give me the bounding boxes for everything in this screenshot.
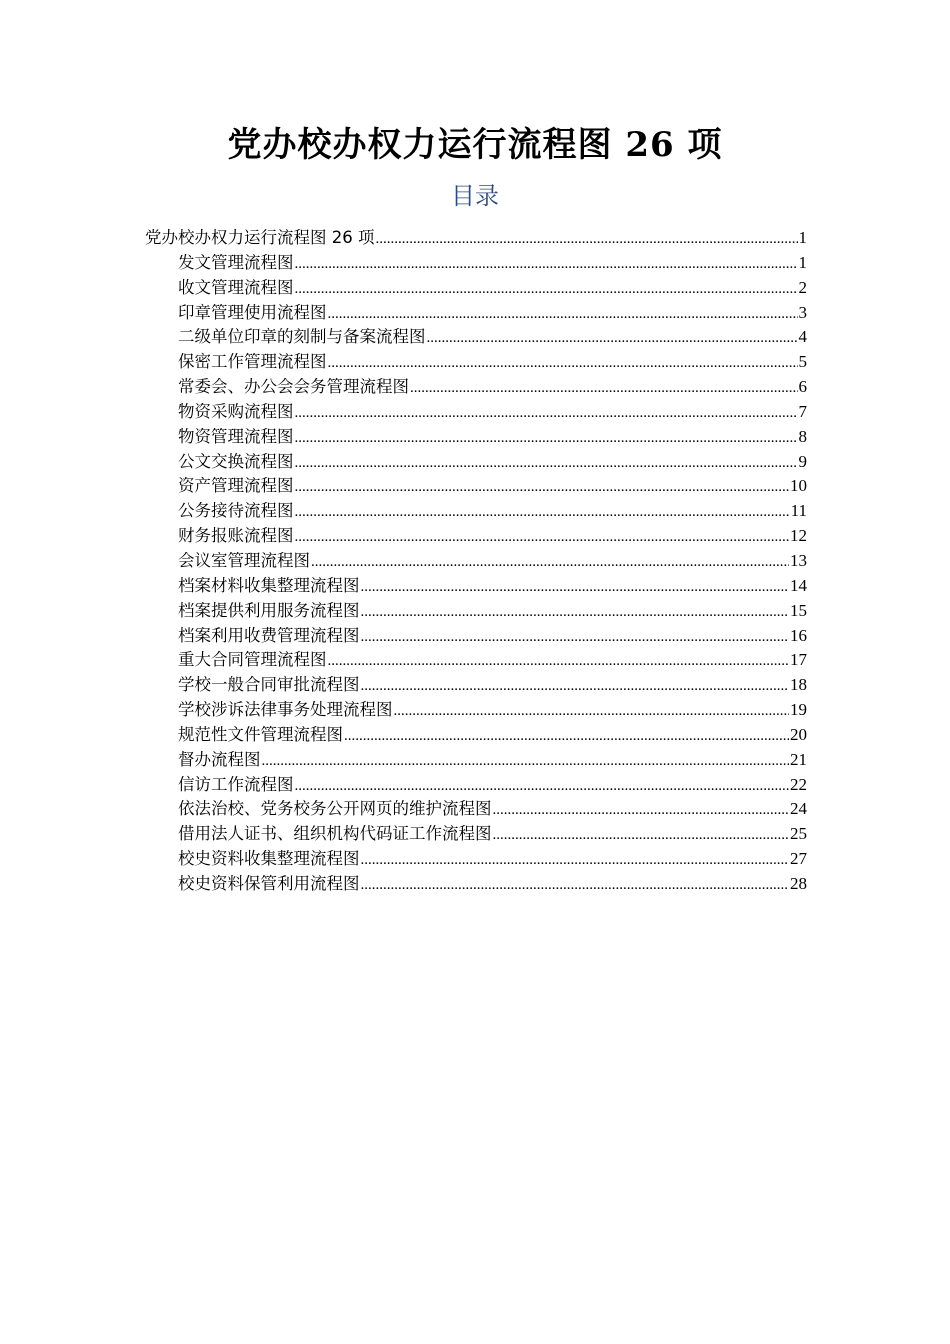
toc-page-number: 1 [798, 228, 807, 247]
toc-entry[interactable] [145, 748, 807, 773]
toc-entry-label: 依法治校、党务校务公开网页的维护流程图 [178, 799, 492, 819]
toc-entry[interactable] [145, 325, 807, 350]
toc-page-number: 4 [798, 327, 807, 347]
toc-page-number: 18 [790, 675, 807, 695]
toc-entry-label: 物资管理流程图 [178, 426, 294, 446]
toc-entry-label: 学校涉诉法律事务处理流程图 [178, 700, 393, 720]
toc-entry-label: 借用法人证书、组织机构代码证工作流程图 [178, 824, 492, 844]
document-title: 党办校办权力运行流程图 26 项 [227, 125, 723, 165]
toc-entry[interactable] [145, 499, 807, 524]
toc-entry-label: 印章管理使用流程图 [178, 302, 327, 322]
toc-page-number: 12 [790, 526, 807, 546]
toc-page-number: 6 [798, 377, 807, 397]
toc-page-number: 20 [790, 724, 807, 744]
toc-entry-label: 校史资料保管利用流程图 [178, 873, 360, 893]
toc-entry-label: 发文管理流程图 [178, 252, 294, 272]
toc-entry-label: 资产管理流程图 [178, 476, 294, 496]
toc-entry[interactable] [145, 822, 807, 847]
toc-entry[interactable] [145, 375, 807, 400]
toc-entry[interactable] [145, 350, 807, 375]
toc-entry-label: 信访工作流程图 [178, 774, 294, 794]
toc-entry[interactable] [145, 226, 807, 251]
toc-leader-dots [328, 351, 798, 376]
toc-entry-label: 保密工作管理流程图 [178, 352, 327, 372]
toc-leader-dots [361, 674, 790, 699]
toc-page-number: 24 [790, 799, 807, 819]
toc-page-number: 10 [790, 476, 807, 496]
toc-entry[interactable] [145, 450, 807, 475]
toc-entry-label: 二级单位印章的刻制与备案流程图 [178, 327, 426, 347]
toc-entry[interactable] [145, 400, 807, 425]
toc-page-number: 1 [798, 252, 807, 272]
toc-leader-dots [427, 326, 798, 351]
toc-heading: 目录 [451, 182, 499, 210]
toc-page-number: 9 [798, 451, 807, 471]
toc-page-number: 13 [790, 550, 807, 570]
toc-entry[interactable] [145, 549, 807, 574]
toc-entry[interactable] [145, 276, 807, 301]
toc-entry[interactable] [145, 474, 807, 499]
toc-entry-label: 财务报账流程图 [178, 526, 294, 546]
toc-entry-label: 会议室管理流程图 [178, 550, 310, 570]
toc-leader-dots [410, 376, 798, 401]
toc-entry[interactable] [145, 773, 807, 798]
toc-leader-dots [328, 649, 790, 674]
toc-page-number: 8 [798, 426, 807, 446]
toc-leader-dots [295, 451, 798, 476]
toc-entry-label: 重大合同管理流程图 [178, 650, 327, 670]
toc-entry[interactable] [145, 698, 807, 723]
toc-entry-label: 党办校办权力运行流程图 26 项 [145, 228, 375, 247]
toc-entry[interactable] [145, 251, 807, 276]
toc-leader-dots [295, 774, 790, 799]
toc-leader-dots [394, 699, 790, 724]
toc-entry-label: 收文管理流程图 [178, 277, 294, 297]
toc-leader-dots [328, 302, 798, 327]
toc-leader-dots [361, 625, 790, 650]
toc-entry-label: 档案提供利用服务流程图 [178, 600, 360, 620]
toc-page-number: 14 [790, 575, 807, 595]
toc-entry[interactable] [145, 524, 807, 549]
toc-page-number: 17 [790, 650, 807, 670]
toc-leader-dots [295, 277, 798, 302]
toc-entry[interactable] [145, 673, 807, 698]
toc-entry[interactable] [145, 624, 807, 649]
toc-entry-label: 督办流程图 [178, 749, 261, 769]
toc-leader-dots [361, 575, 790, 600]
toc-leader-dots [295, 500, 790, 525]
toc-page-number: 5 [798, 352, 807, 372]
toc-leader-dots [262, 749, 790, 774]
toc-page-number: 7 [798, 401, 807, 421]
toc-entry-label: 公务接待流程图 [178, 501, 294, 521]
toc-leader-dots [361, 873, 790, 898]
toc-entry[interactable] [145, 599, 807, 624]
toc-entry[interactable] [145, 797, 807, 822]
toc-page-number: 27 [790, 849, 807, 869]
toc-leader-dots [344, 724, 789, 749]
toc-entry[interactable] [145, 872, 807, 897]
toc-page-number: 15 [790, 600, 807, 620]
toc-entry-label: 档案利用收费管理流程图 [178, 625, 360, 645]
toc-page-number: 3 [798, 302, 807, 322]
toc-page-number: 21 [790, 749, 807, 769]
toc-leader-dots [311, 550, 789, 575]
toc-leader-dots [295, 475, 790, 500]
toc-page-number: 2 [798, 277, 807, 297]
toc-entry[interactable] [145, 574, 807, 599]
toc-leader-dots [493, 798, 790, 823]
toc-entry[interactable] [145, 301, 807, 326]
toc-entry-label: 物资采购流程图 [178, 401, 294, 421]
toc-leader-dots [295, 426, 798, 451]
toc-page-number: 11 [790, 501, 807, 521]
toc-page-number: 19 [790, 700, 807, 720]
toc-entry[interactable] [145, 723, 807, 748]
toc-leader-dots [295, 252, 798, 277]
toc-entry-label: 规范性文件管理流程图 [178, 724, 343, 744]
toc-leader-dots [295, 525, 790, 550]
toc-leader-dots [361, 600, 790, 625]
toc-leader-dots [376, 227, 798, 252]
toc-entry-label: 校史资料收集整理流程图 [178, 849, 360, 869]
toc-page-number: 25 [790, 824, 807, 844]
toc-entry-label: 公文交换流程图 [178, 451, 294, 471]
toc-page-number: 16 [790, 625, 807, 645]
toc-entry-label: 常委会、办公会会务管理流程图 [178, 377, 409, 397]
toc-page-number: 22 [790, 774, 807, 794]
toc-entry[interactable] [145, 425, 807, 450]
toc-entry-label: 档案材料收集整理流程图 [178, 575, 360, 595]
table-of-contents [145, 226, 807, 897]
toc-entry-label: 学校一般合同审批流程图 [178, 675, 360, 695]
toc-leader-dots [361, 848, 790, 873]
toc-entry[interactable] [145, 847, 807, 872]
toc-entry[interactable] [145, 648, 807, 673]
toc-page-number: 28 [790, 873, 807, 893]
toc-leader-dots [295, 401, 798, 426]
toc-leader-dots [493, 823, 790, 848]
